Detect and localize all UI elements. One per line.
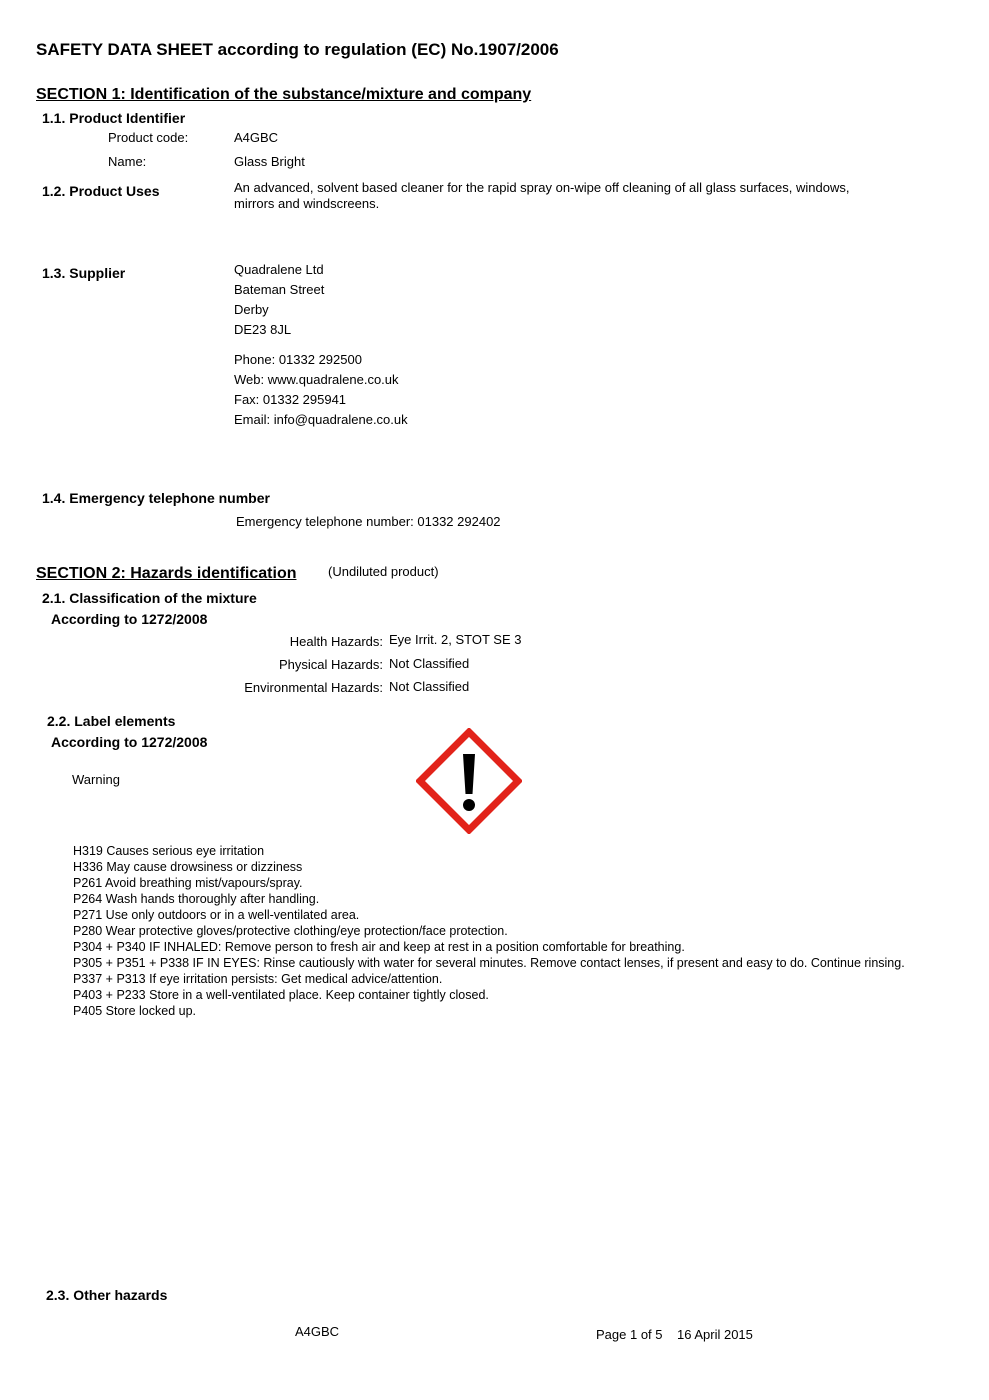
supplier-postcode: DE23 8JL (234, 322, 292, 337)
supplier-company: Quadralene Ltd (234, 262, 324, 277)
environmental-hazards-label: Environmental Hazards: (244, 680, 383, 695)
label-elements-according: According to 1272/2008 (51, 734, 208, 750)
supplier-phone: Phone: 01332 292500 (234, 352, 362, 367)
product-identifier-heading: 1.1. Product Identifier (42, 110, 186, 126)
statement-p403-p233: P403 + P233 Store in a well-ventilated place. Keep container tightly closed. (73, 988, 489, 1002)
health-hazards-label: Health Hazards: (289, 634, 383, 649)
statement-p261: P261 Avoid breathing mist/vapours/spray. (73, 876, 303, 890)
environmental-hazards-value: Not Classified (389, 679, 470, 694)
statement-p405: P405 Store locked up. (73, 1004, 196, 1018)
statement-p264: P264 Wash hands thoroughly after handling. (73, 892, 320, 906)
product-code-value: A4GBC (234, 130, 279, 145)
product-uses-heading: 1.2. Product Uses (42, 183, 160, 199)
footer-product-code: A4GBC (295, 1324, 340, 1339)
product-name-label: Name: (108, 154, 147, 169)
supplier-fax: Fax: 01332 295941 (234, 392, 347, 407)
supplier-web: Web: www.quadralene.co.uk (234, 372, 399, 387)
product-uses-line-2: mirrors and windscreens. (234, 196, 380, 211)
classification-heading: 2.1. Classification of the mixture (42, 590, 257, 606)
statement-p337-p313: P337 + P313 If eye irritation persists: Get medical advice/attention. (73, 972, 443, 986)
supplier-street: Bateman Street (234, 282, 325, 297)
emergency-number: Emergency telephone number: 01332 292402 (236, 514, 501, 529)
statement-p271: P271 Use only outdoors or in a well-ventilated area. (73, 908, 360, 922)
footer-date: 16 April 2015 (677, 1327, 753, 1342)
signal-word: Warning (72, 772, 120, 787)
product-name-value: Glass Bright (234, 154, 305, 169)
other-hazards-heading: 2.3. Other hazards (46, 1287, 168, 1303)
exclamation-mark-icon (416, 728, 522, 834)
supplier-city: Derby (234, 302, 269, 317)
classification-according: According to 1272/2008 (51, 611, 208, 627)
statement-p280: P280 Wear protective gloves/protective clothing/eye protection/face protection. (73, 924, 508, 938)
physical-hazards-value: Not Classified (389, 656, 470, 671)
emergency-heading: 1.4. Emergency telephone number (42, 490, 270, 506)
product-uses-line-1: An advanced, solvent based cleaner for the rapid spray on-wipe off cleaning of all glass surfaces, windows, (234, 180, 850, 195)
label-elements-heading: 2.2. Label elements (47, 713, 176, 729)
physical-hazards-label: Physical Hazards: (278, 657, 383, 672)
health-hazards-value: Eye Irrit. 2, STOT SE 3 (389, 632, 522, 647)
statement-p304-p340: P304 + P340 IF INHALED: Remove person to fresh air and keep at rest in a position comfortable for breathing. (73, 940, 685, 954)
section-2-heading: SECTION 2: Hazards identification (36, 565, 297, 582)
document-title: SAFETY DATA SHEET according to regulation (EC) No.1907/2006 (36, 40, 559, 59)
supplier-heading: 1.3. Supplier (42, 265, 126, 281)
section-1-heading: SECTION 1: Identification of the substance/mixture and company (36, 86, 532, 103)
statement-h319: H319 Causes serious eye irritation (73, 844, 265, 858)
statement-p305-p351-p338: P305 + P351 + P338 IF IN EYES: Rinse cautiously with water for several minutes. Remove contact lenses, if present and easy to do. Continue rinsing. (73, 956, 905, 970)
product-code-label: Product code: (108, 130, 189, 145)
footer-page-number: Page 1 of 5 (596, 1327, 663, 1342)
hazard-precautionary-statements (73, 843, 953, 1019)
undiluted-note: (Undiluted product) (328, 564, 439, 579)
statement-h336: H336 May cause drowsiness or dizziness (73, 860, 303, 874)
supplier-email: Email: info@quadralene.co.uk (234, 412, 408, 427)
